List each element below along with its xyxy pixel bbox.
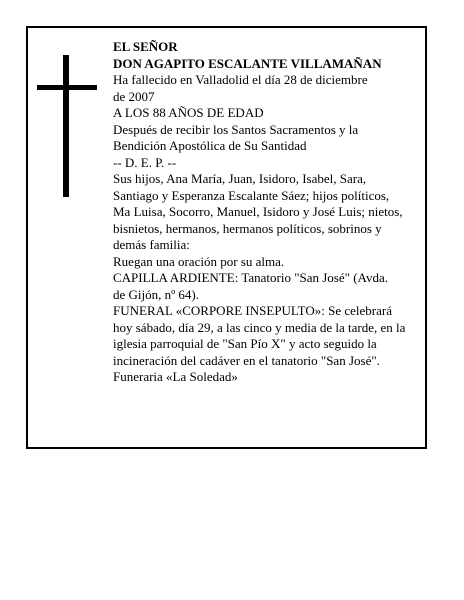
funeral-home-text: Funeraria «La Soledad»	[113, 369, 238, 384]
prayer-text: Ruegan una oración por su alma.	[113, 253, 285, 269]
family-text: Sus hijos, Ana María, Juan, Isidoro, Isabel, Sara, Santiago y Esperanza Escalante Sáez; hijos políticos, Ma Luisa, Socorro, Manuel, Isidoro y José Luis; nietos, bisnietos, hermanos, hermanos políticos, sobrinos y demás familia:	[113, 171, 403, 252]
rip-text: -- D. E. P. --	[113, 154, 177, 170]
sacraments-text: Después de recibir los Santos Sacramentos y la Bendición Apostólica de Su Santidad	[113, 121, 359, 153]
latin-cross-icon	[37, 55, 97, 197]
deceased-title: EL SEÑOR	[113, 39, 178, 54]
age-at-death: A LOS 88 AÑOS DE EDAD	[113, 105, 264, 120]
deceased-name: DON AGAPITO ESCALANTE VILLAMAÑAN	[113, 55, 382, 71]
obituary-text	[113, 39, 425, 386]
funeral-text: FUNERAL «CORPORE INSEPULTO»: Se celebrará hoy sábado, día 29, a las cinco y media de la tarde, en la iglesia parroquial de "San Pío X" y acto seguido la incineración del cadáver en el tanatorio "San José".	[113, 303, 406, 368]
cross-horizontal-bar	[37, 85, 97, 90]
cross-vertical-bar	[63, 55, 69, 197]
death-info: Ha fallecido en Valladolid el día 28 de diciembre de 2007	[113, 72, 368, 104]
chapel-text: CAPILLA ARDIENTE: Tanatorio "San José" (Avda. de Gijón, nº 64).	[113, 270, 388, 302]
